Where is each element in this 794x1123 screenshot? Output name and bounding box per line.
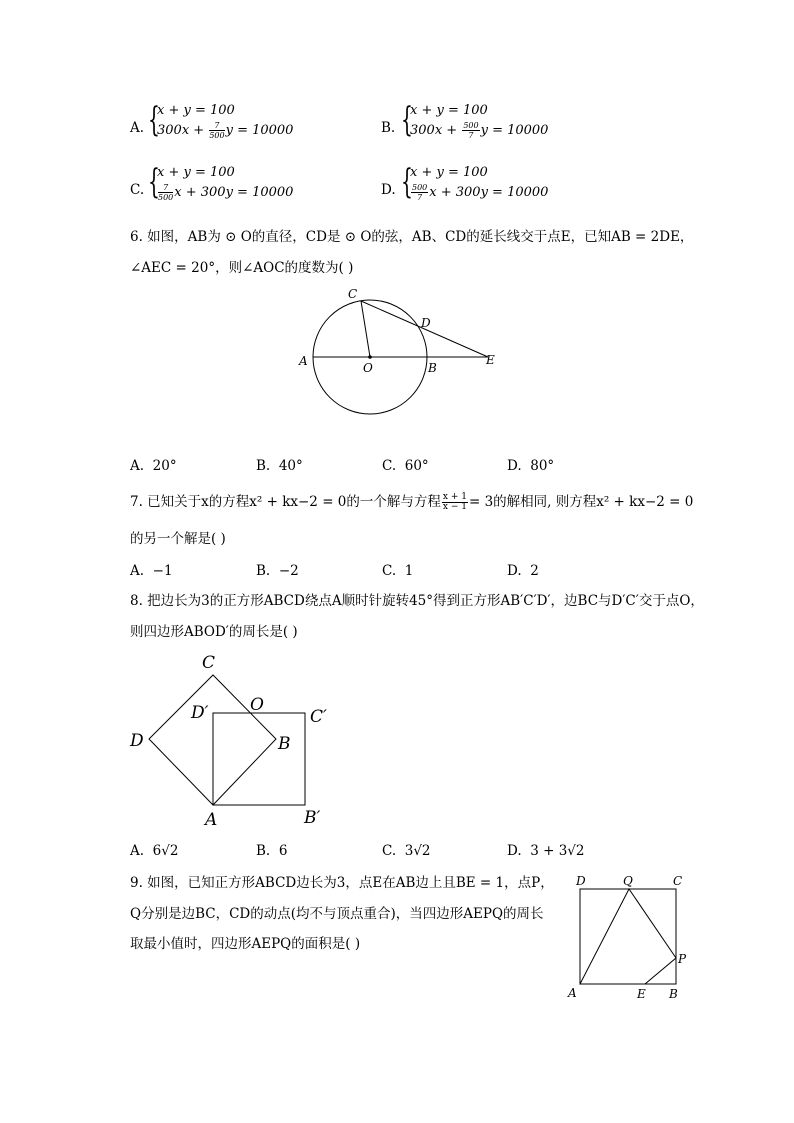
q6-stem-line2: ∠AEC = 20°，则∠AOC的度数为( ) — [130, 260, 354, 276]
point-o — [368, 355, 372, 359]
label-e: E — [486, 353, 495, 367]
q7-stem-line2: 的另一个解是( ) — [130, 531, 226, 547]
label-c: C — [348, 287, 358, 301]
q9-stem-line3: 取最小值时，四边形AEPQ的面积是( ) — [130, 936, 361, 952]
label-a: A — [299, 354, 308, 368]
label-d: D — [576, 874, 586, 888]
q6-option-c[interactable]: C. 60° — [382, 458, 429, 474]
equation: x + y = 100 — [410, 165, 488, 180]
q8-rotated-squares-figure — [125, 648, 345, 830]
q5-option-c-label: C. — [130, 182, 145, 198]
q7-option-a[interactable]: A. −1 — [130, 563, 173, 579]
label-a: A — [205, 810, 218, 830]
label-b: B — [428, 361, 437, 375]
label-c-prime: C′ — [310, 707, 327, 727]
label-p: P — [678, 952, 687, 966]
label-q: Q — [623, 874, 633, 888]
q6-option-a[interactable]: A. 20° — [130, 458, 177, 474]
q7-fraction: $\frac{x + 1}{x - 1}$ — [442, 492, 467, 512]
label-b: B — [669, 987, 678, 1001]
q6-option-b[interactable]: B. 40° — [256, 458, 303, 474]
label-o: O — [250, 695, 264, 715]
q7-stem-line1 — [130, 493, 693, 512]
q6-circle-figure — [295, 283, 505, 418]
label-d: D — [130, 731, 144, 751]
label-d: D — [421, 316, 431, 330]
q7-stem-part2: = 3的解相同, 则方程x² + kx−2 = 0 — [468, 494, 694, 510]
q9-stem-line1: 9. 如图，已知正方形ABCD边长为3，点E在AB边上且BE = 1，点P， — [130, 875, 554, 891]
equation: $\frac{7}{500}$ x + 300y = 10000 — [158, 183, 294, 202]
label-a: A — [568, 986, 577, 1000]
label-b: B — [278, 734, 291, 754]
quadrilateral-aepq — [580, 889, 676, 984]
equation: x + y = 100 — [410, 103, 488, 118]
equation: x + y = 100 — [157, 103, 235, 118]
brace-icon: { — [401, 162, 413, 202]
equation: x + y = 100 — [157, 165, 235, 180]
label-d-prime: D′ — [191, 703, 209, 723]
q9-stem-line2: Q分别是边BC，CD的动点(均不与顶点重合)，当四边形AEPQ的周长 — [130, 906, 544, 922]
label-o: O — [363, 361, 373, 375]
q8-stem-line1: 8. 把边长为3的正方形ABCD绕点A顺时针旋转45°得到正方形AB′C′D′，边BC与D′C′交于点O， — [130, 593, 704, 609]
q5-option-d-label: D. — [381, 182, 396, 198]
label-b-prime: B′ — [304, 808, 321, 828]
line-co — [361, 301, 370, 357]
q5-option-b-label: B. — [381, 120, 396, 136]
equation: 300x + $\frac{7}{500}$ y = 10000 — [157, 121, 294, 140]
q6-stem-line1: 6. 如图，AB为 ⊙ O的直径，CD是 ⊙ O的弦，AB、CD的延长线交于点E，已知AB = 2DE， — [130, 229, 694, 245]
brace-icon: { — [148, 100, 160, 140]
q5-option-b-system — [410, 101, 548, 141]
q8-option-c[interactable]: C. 3√2 — [382, 843, 431, 859]
q5-option-a-system — [157, 101, 293, 141]
q8-option-a[interactable]: A. 6√2 — [130, 843, 179, 859]
q7-option-b[interactable]: B. −2 — [256, 563, 299, 579]
q7-stem-part1: 7. 已知关于x的方程x² + kx−2 = 0的一个解与方程 — [130, 494, 441, 510]
q8-option-d[interactable]: D. 3 + 3√2 — [507, 843, 585, 859]
equation: 300x + $\frac{500}{7}$ y = 10000 — [410, 121, 549, 140]
equation: $\frac{500}{7}$ x + 300y = 10000 — [412, 183, 549, 202]
label-c: C — [202, 653, 216, 673]
brace-icon: { — [148, 162, 160, 202]
q6-option-d[interactable]: D. 80° — [507, 458, 555, 474]
q5-option-d-system — [410, 163, 548, 203]
label-e: E — [637, 987, 646, 1001]
label-c: C — [673, 874, 683, 888]
q5-option-c-system — [157, 163, 293, 203]
q8-stem-line2: 则四边形ABOD′的周长是( ) — [130, 624, 298, 640]
q7-option-d[interactable]: D. 2 — [507, 563, 539, 579]
q7-option-c[interactable]: C. 1 — [382, 563, 414, 579]
q5-option-a-label: A. — [130, 120, 145, 136]
q9-square-figure — [563, 873, 693, 1005]
brace-icon: { — [401, 100, 413, 140]
q8-option-b[interactable]: B. 6 — [256, 843, 288, 859]
